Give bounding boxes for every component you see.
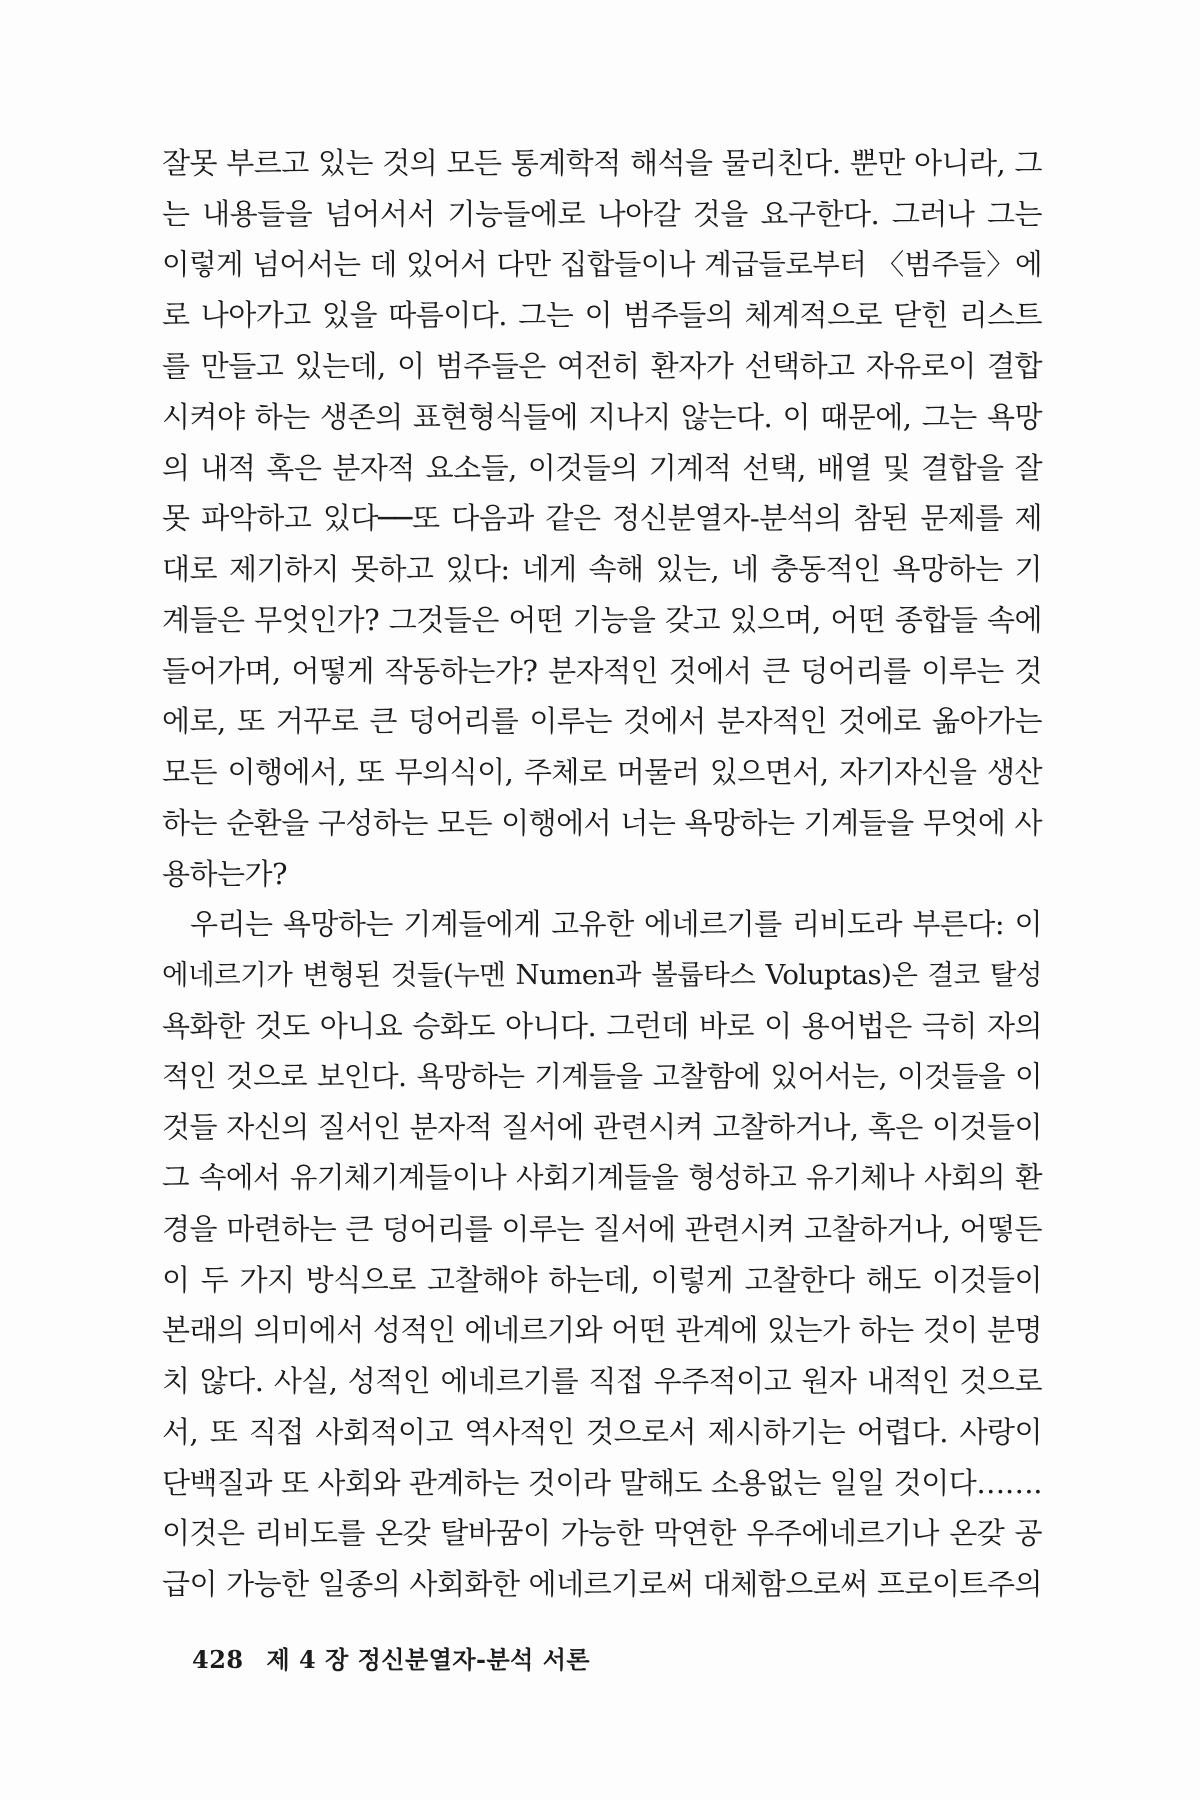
text-line: 서, 또 직접 사회적이고 역사적인 것으로서 제시하기는 어렵다. 사랑이 <box>162 1414 1042 1449</box>
running-head: 제 4 장 정신분열자-분석 서론 <box>266 1645 591 1674</box>
text-line: 계들은 무엇인가? 그것들은 어떤 기능을 갖고 있으며, 어떤 종합들 속에 <box>162 602 1042 637</box>
text-line: 용하는가? <box>162 856 288 891</box>
paragraph-2 <box>162 899 1042 1610</box>
text-line: 그 속에서 유기체기계들이나 사회기계들을 형성하고 유기체나 사회의 환 <box>162 1161 1042 1194</box>
text-line: 들어가며, 어떻게 작동하는가? 분자적인 것에서 큰 덩어리를 이루는 것 <box>162 653 1042 688</box>
text-line: 못 파악하고 있다──또 다음과 같은 정신분열자-분석의 참된 문제를 제 <box>162 501 1042 536</box>
body-text <box>162 138 1042 1610</box>
text-line: 단백질과 또 사회와 관계하는 것이라 말해도 소용없는 일일 것이다……. <box>162 1465 1042 1500</box>
text-line: 치 않다. 사실, 성적인 에네르기를 직접 우주적이고 원자 내적인 것으로 <box>162 1364 1042 1398</box>
text-line: 잘못 부르고 있는 것의 모든 통계학적 해석을 물리친다. 뿐만 아니라, 그 <box>162 146 1042 180</box>
text-line: 를 만들고 있는데, 이 범주들은 여전히 환자가 선택하고 자유로이 결합 <box>162 349 1042 383</box>
page-footer <box>192 1640 590 1675</box>
text-line: 는 내용들을 넘어서서 기능들에로 나아갈 것을 요구한다. 그러나 그는 <box>162 196 1042 231</box>
text-line: 것들 자신의 질서인 분자적 질서에 관련시켜 고찰하거나, 혹은 이것들이 <box>162 1110 1042 1145</box>
text-line: 에로, 또 거꾸로 큰 덩어리를 이루는 것에서 분자적인 것에로 옮아가는 <box>162 704 1042 739</box>
page-number: 428 <box>192 1645 244 1674</box>
text-line: 이렇게 넘어서는 데 있어서 다만 집합들이나 계급들로부터 〈범주들〉에 <box>162 247 1042 281</box>
text-line: 욕화한 것도 아니요 승화도 아니다. 그런데 바로 이 용어법은 극히 자의 <box>162 1008 1042 1043</box>
text-line: 대로 제기하지 못하고 있다: 네게 속해 있는, 네 충동적인 욕망하는 기 <box>162 552 1042 586</box>
text-line: 에네르기가 변형된 것들(누멘 Numen과 볼룹타스 Voluptas)은 결코 탈성 <box>162 959 1042 991</box>
text-line: 시켜야 하는 생존의 표현형식들에 지나지 않는다. 이 때문에, 그는 욕망 <box>162 399 1042 434</box>
text-line: 하는 순환을 구성하는 모든 이행에서 너는 욕망하는 기계들을 무엇에 사 <box>162 805 1042 840</box>
text-line: 급이 가능한 일종의 사회화한 에네르기로써 대체함으로써 프로이트주의 <box>162 1567 1042 1601</box>
text-line: 의 내적 혹은 분자적 요소들, 이것들의 기계적 선택, 배열 및 결합을 잘 <box>162 450 1042 485</box>
paragraph-1 <box>162 138 1042 899</box>
text-line: 경을 마련하는 큰 덩어리를 이루는 질서에 관련시켜 고찰하거나, 어떻든 <box>162 1211 1042 1246</box>
text-line: 모든 이행에서, 또 무의식이, 주체로 머물러 있으면서, 자기자신을 생산 <box>162 755 1042 789</box>
text-line: 우리는 욕망하는 기계들에게 고유한 에네르기를 리비도라 부른다: 이 <box>190 907 1042 942</box>
text-line: 본래의 의미에서 성적인 에네르기와 어떤 관계에 있는가 하는 것이 분명 <box>162 1313 1042 1348</box>
text-line: 로 나아가고 있을 따름이다. 그는 이 범주들의 체계적으로 닫힌 리스트 <box>162 298 1042 333</box>
text-line: 적인 것으로 보인다. 욕망하는 기계들을 고찰함에 있어서는, 이것들을 이 <box>162 1059 1042 1093</box>
text-line: 이 두 가지 방식으로 고찰해야 하는데, 이렇게 고찰한다 해도 이것들이 <box>162 1262 1042 1297</box>
text-line: 이것은 리비도를 온갖 탈바꿈이 가능한 막연한 우주에네르기나 온갖 공 <box>162 1516 1042 1551</box>
